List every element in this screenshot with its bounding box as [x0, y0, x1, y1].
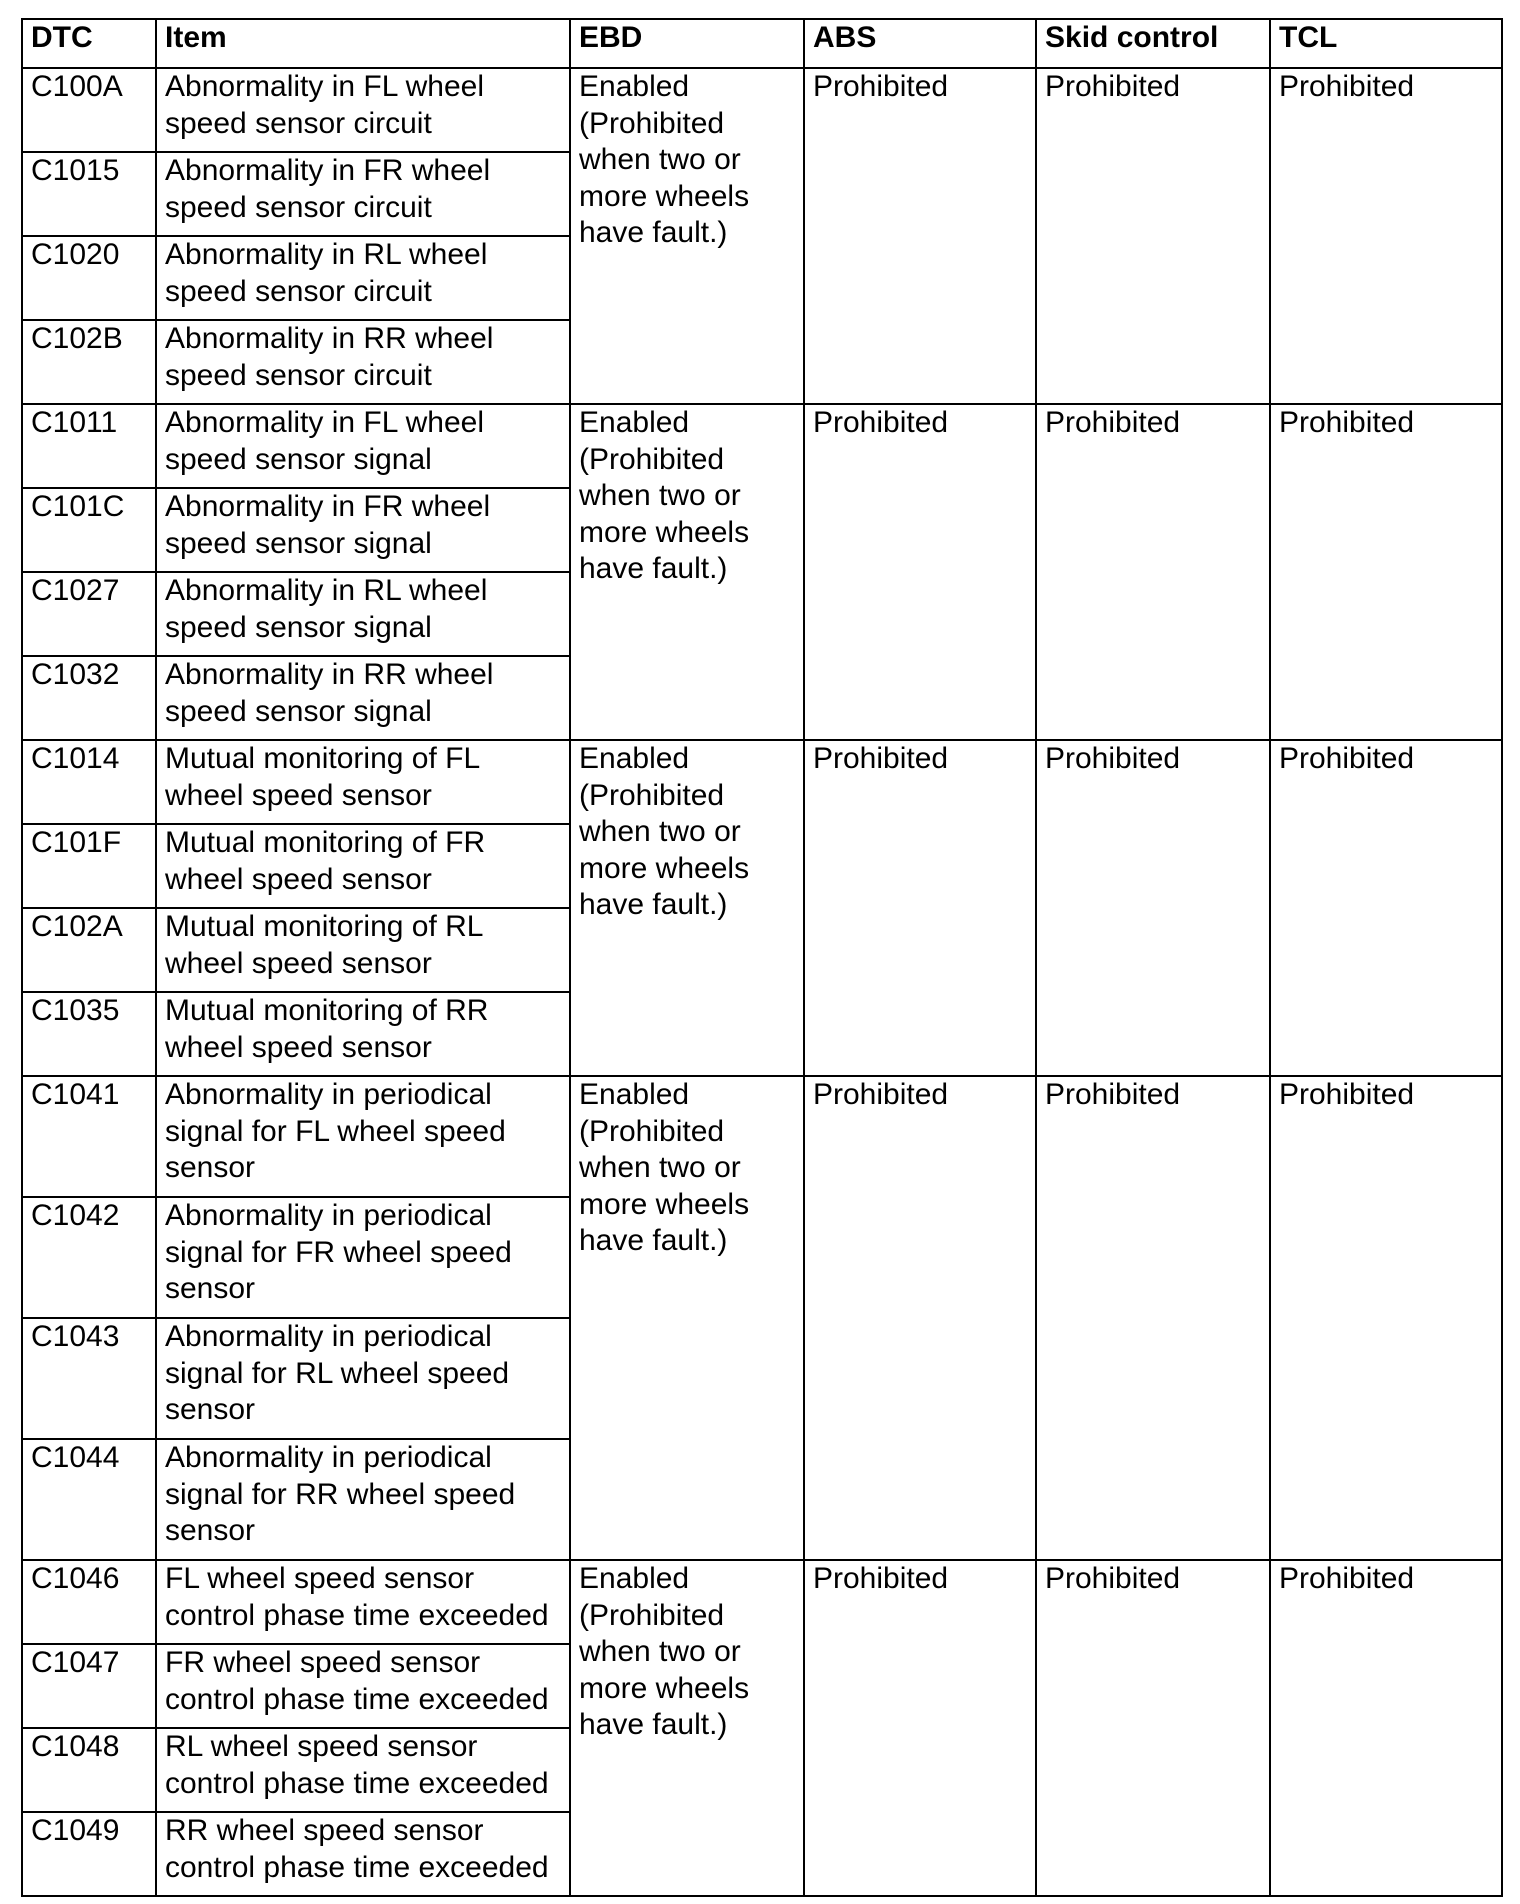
tcl-status: Prohibited [1270, 68, 1502, 404]
dtc-code: C1049 [22, 1812, 156, 1896]
dtc-code: C102B [22, 320, 156, 404]
table-row [22, 1560, 1502, 1644]
item-description: Mutual monitoring of RL wheel speed sensor [156, 908, 570, 992]
dtc-code: C1047 [22, 1644, 156, 1728]
ebd-status: Enabled (Prohibited when two or more wheels have fault.) [570, 68, 804, 404]
dtc-code: C1048 [22, 1728, 156, 1812]
tcl-status: Prohibited [1270, 404, 1502, 740]
header-skid-control: Skid control [1036, 19, 1270, 68]
ebd-status: Enabled (Prohibited when two or more wheels have fault.) [570, 740, 804, 1076]
item-description: Abnormality in RR wheel speed sensor signal [156, 656, 570, 740]
item-description: FL wheel speed sensor control phase time exceeded [156, 1560, 570, 1644]
header-row [22, 19, 1502, 68]
header-item: Item [156, 19, 570, 68]
dtc-code: C1027 [22, 572, 156, 656]
table-row [22, 740, 1502, 824]
item-description: Abnormality in periodical signal for RL wheel speed sensor [156, 1318, 570, 1439]
table-row [22, 68, 1502, 152]
abs-status: Prohibited [804, 404, 1036, 740]
tcl-status: Prohibited [1270, 1560, 1502, 1896]
abs-status: Prohibited [804, 1076, 1036, 1560]
item-description: Abnormality in FL wheel speed sensor circuit [156, 68, 570, 152]
item-description: Abnormality in RL wheel speed sensor signal [156, 572, 570, 656]
skid-control-status: Prohibited [1036, 1076, 1270, 1560]
dtc-code: C1046 [22, 1560, 156, 1644]
header-ebd: EBD [570, 19, 804, 68]
dtc-code: C1035 [22, 992, 156, 1076]
dtc-code: C100A [22, 68, 156, 152]
item-description: FR wheel speed sensor control phase time exceeded [156, 1644, 570, 1728]
skid-control-status: Prohibited [1036, 1560, 1270, 1896]
ebd-status: Enabled (Prohibited when two or more wheels have fault.) [570, 404, 804, 740]
dtc-code: C1041 [22, 1076, 156, 1197]
header-abs: ABS [804, 19, 1036, 68]
dtc-table [21, 18, 1503, 1897]
item-description: Abnormality in RR wheel speed sensor circuit [156, 320, 570, 404]
ebd-status: Enabled (Prohibited when two or more wheels have fault.) [570, 1076, 804, 1560]
dtc-code: C102A [22, 908, 156, 992]
item-description: RR wheel speed sensor control phase time exceeded [156, 1812, 570, 1896]
skid-control-status: Prohibited [1036, 404, 1270, 740]
dtc-code: C1011 [22, 404, 156, 488]
dtc-code: C101C [22, 488, 156, 572]
item-description: Abnormality in FL wheel speed sensor signal [156, 404, 570, 488]
tcl-status: Prohibited [1270, 1076, 1502, 1560]
item-description: Abnormality in RL wheel speed sensor circuit [156, 236, 570, 320]
dtc-code: C1015 [22, 152, 156, 236]
ebd-status: Enabled (Prohibited when two or more wheels have fault.) [570, 1560, 804, 1896]
header-tcl: TCL [1270, 19, 1502, 68]
item-description: Mutual monitoring of FL wheel speed sensor [156, 740, 570, 824]
item-description: Abnormality in periodical signal for RR wheel speed sensor [156, 1439, 570, 1560]
item-description: Abnormality in FR wheel speed sensor circuit [156, 152, 570, 236]
dtc-code: C1032 [22, 656, 156, 740]
dtc-code: C1043 [22, 1318, 156, 1439]
item-description: RL wheel speed sensor control phase time exceeded [156, 1728, 570, 1812]
tcl-status: Prohibited [1270, 740, 1502, 1076]
item-description: Abnormality in periodical signal for FL wheel speed sensor [156, 1076, 570, 1197]
table-row [22, 404, 1502, 488]
skid-control-status: Prohibited [1036, 740, 1270, 1076]
table-row [22, 1076, 1502, 1197]
skid-control-status: Prohibited [1036, 68, 1270, 404]
item-description: Mutual monitoring of RR wheel speed sensor [156, 992, 570, 1076]
header-dtc: DTC [22, 19, 156, 68]
abs-status: Prohibited [804, 68, 1036, 404]
dtc-code: C1044 [22, 1439, 156, 1560]
dtc-code: C1042 [22, 1197, 156, 1318]
item-description: Abnormality in FR wheel speed sensor signal [156, 488, 570, 572]
dtc-code: C1014 [22, 740, 156, 824]
abs-status: Prohibited [804, 740, 1036, 1076]
abs-status: Prohibited [804, 1560, 1036, 1896]
dtc-code: C101F [22, 824, 156, 908]
item-description: Mutual monitoring of FR wheel speed sensor [156, 824, 570, 908]
dtc-code: C1020 [22, 236, 156, 320]
item-description: Abnormality in periodical signal for FR wheel speed sensor [156, 1197, 570, 1318]
